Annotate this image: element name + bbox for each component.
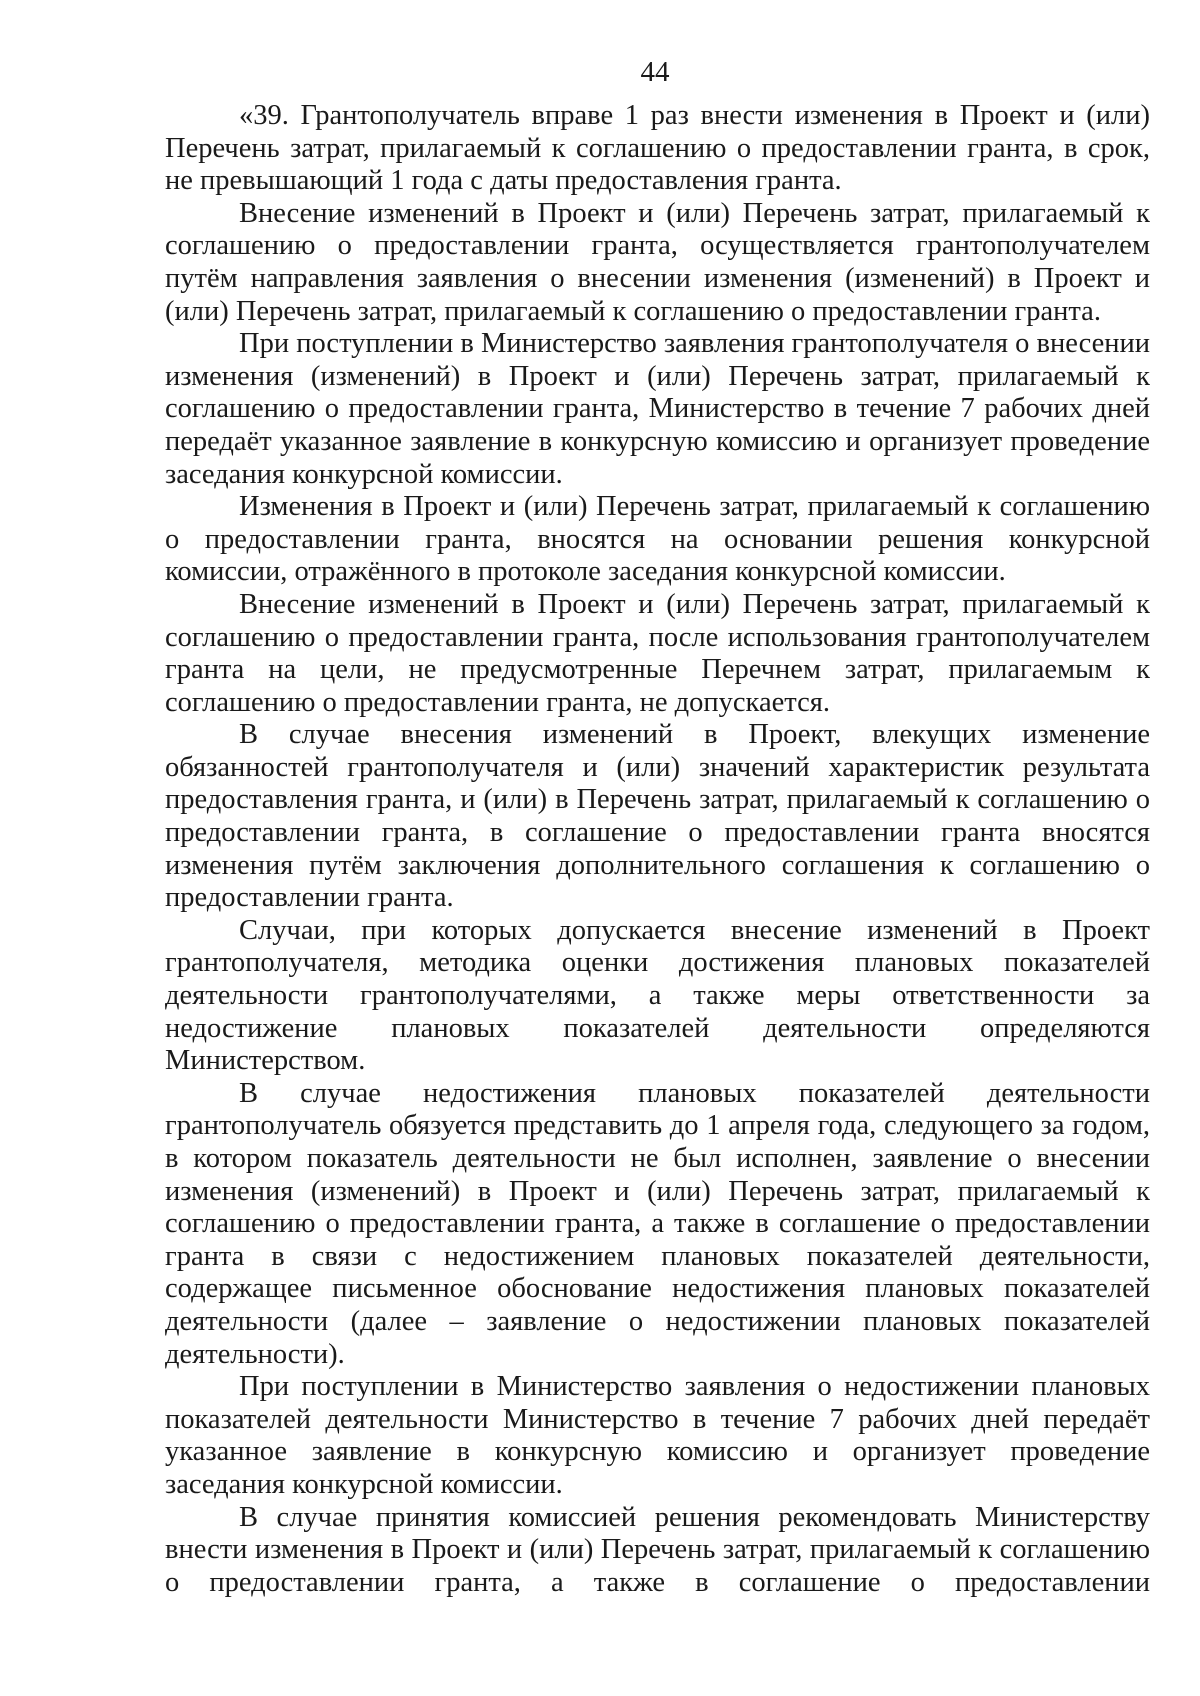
- paragraph-changes-procedure: Внесение изменений в Проект и (или) Перечень затрат, прилагаемый к соглашению о предоставлении гранта, осуществляется грантополучателем путём направления заявления о внесении изменения (изменений) в Проект и (или) Перечень затрат, прилагаемый к соглашению о предоставлении гранта.: [165, 197, 1150, 327]
- paragraph-commission-decision: Изменения в Проект и (или) Перечень затрат, прилагаемый к соглашению о предоставлении гранта, вносятся на основании решения конкурсной комиссии, отражённого в протоколе заседания конкурсной комиссии.: [165, 491, 1150, 588]
- paragraph-ministry-receipt: При поступлении в Министерство заявления грантополучателя о внесении изменения (изменений) в Проект и (или) Перечень затрат, прилагаемый к соглашению о предоставлении гранта, Министерство в течение 7 рабочих дней передаёт указанное заявление в конкурсную комиссию и организует проведение заседания конкурсной комиссии.: [165, 328, 1150, 490]
- paragraph-additional-agreement: В случае внесения изменений в Проект, влекущих изменение обязанностей грантополучателя и (или) значений характеристик результата предоставления гранта, и (или) в Перечень затрат, прилагаемый к соглашению о предоставлении гранта, в соглашение о предоставлении гранта вносятся изменения путём заключения дополнительного соглашения к соглашению о предоставлении гранта.: [165, 719, 1150, 914]
- paragraph-clause-39: «39. Грантополучатель вправе 1 раз внести изменения в Проект и (или) Перечень затрат, прилагаемый к соглашению о предоставлении гранта, в срок, не превышающий 1 года с даты предоставления гранта.: [165, 100, 1150, 197]
- paragraph-commission-recommendation: В случае принятия комиссией решения рекомендовать Министерству внести изменения в Проект и (или) Перечень затрат, прилагаемый к соглашению о предоставлении гранта, а также в соглашение о предоставлении: [165, 1501, 1150, 1598]
- paragraph-non-achievement-receipt: При поступлении в Министерство заявления о недостижении плановых показателей деятельности Министерство в течение 7 рабочих дней передаёт указанное заявление в конкурсную комиссию и организует проведение заседания конкурсной комиссии.: [165, 1371, 1150, 1500]
- page-number: 44: [640, 56, 670, 88]
- paragraph-cases-defined: Случаи, при которых допускается внесение изменений в Проект грантополучателя, методика оценки достижения плановых показателей деятельности грантополучателями, а также меры ответственности за недостижение плановых показателей деятельности определяются Министерством.: [165, 914, 1150, 1077]
- paragraph-non-achievement: В случае недостижения плановых показателей деятельности грантополучатель обязуется представить до 1 апреля года, следующего за годом, в котором показатель деятельности не был исполнен, заявление о внесении изменения (изменений) в Проект и (или) Перечень затрат, прилагаемый к соглашению о предоставлении гранта, а также в соглашение о предоставлении гранта в связи с недостижением плановых показателей деятельности, содержащее письменное обоснование недостижения плановых показателей деятельности (далее – заявление о недостижении плановых показателей деятельности).: [165, 1077, 1150, 1370]
- document-body: [165, 100, 1150, 1599]
- paragraph-not-allowed: Внесение изменений в Проект и (или) Перечень затрат, прилагаемый к соглашению о предоставлении гранта, после использования грантополучателем гранта на цели, не предусмотренные Перечнем затрат, прилагаемым к соглашению о предоставлении гранта, не допускается.: [165, 588, 1150, 718]
